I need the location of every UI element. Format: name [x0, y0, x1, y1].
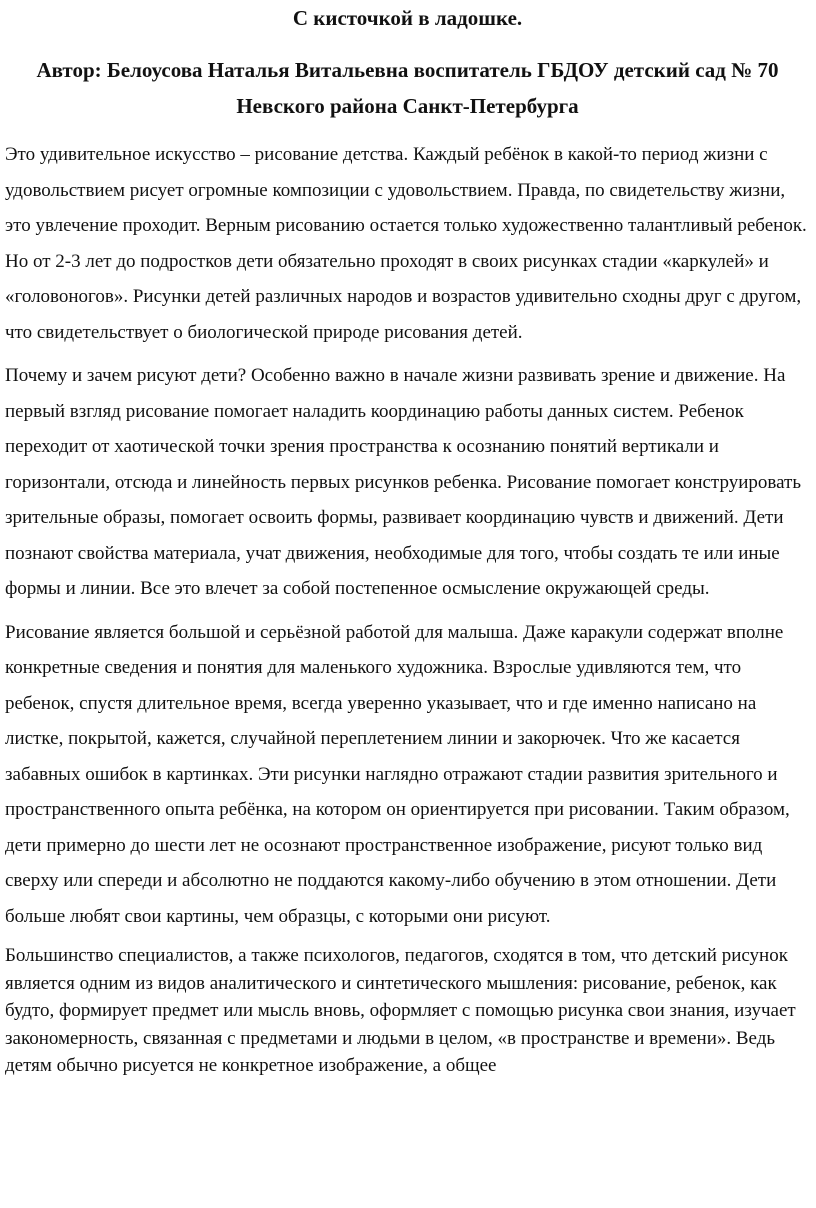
- paragraph-4: Большинство специалистов, а также психологов, педагогов, сходятся в том, что детский рисунок является одним из видов аналитического и синтетического мышления: рисование, ребенок, как будто, формирует предмет или мысль вновь, оформляет с помощью рисунка свои знания, изучает закономерность, связанная с предметами и людьми в целом, «в пространстве и времени». Ведь детям обычно рисуется не конкретное изображение, а общее: [5, 945, 796, 1076]
- paragraph-2: Почему и зачем рисуют дети? Особенно важно в начале жизни развивать зрение и движение. На первый взгляд рисование помогает наладить координацию работы данных систем. Ребенок переходит от хаотической точки зрения пространства к осознанию понятий вертикали и горизонтали, отсюда и линейность первых рисунков ребенка. Рисование помогает конструировать зрительные образы, помогает освоить формы, развивает координацию чувств и движений. Дети познают свойства материала, учат движения, необходимые для того, чтобы создать те или иные формы и линии. Все это влечет за собой постепенное осмысление окружающей среды.: [5, 365, 802, 599]
- document-author: Автор: Белоусова Наталья Витальевна воспитатель ГБДОУ детский сад № 70 Невского района Санкт-Петербурга: [36, 58, 779, 118]
- paragraph-1: Это удивительное искусство – рисование детства. Каждый ребёнок в какой-то период жизни с удовольствием рисует огромные композиции с удовольствием. Правда, по свидетельству жизни, это увлечение проходит. Верным рисованию остается только художественно талантливый ребенок. Но от 2-3 лет до подростков дети обязательно проходят в своих рисунках стадии «каркулей» и «головоногов». Рисунки детей различных народов и возрастов удивительно сходны друг с другом, что свидетельствует о биологической природе рисования детей.: [5, 144, 807, 343]
- document-title: С кисточкой в ладошке.: [292, 6, 523, 30]
- paragraph-3: Рисование является большой и серьёзной работой для малыша. Даже каракули содержат вполне конкретные сведения и понятия для маленького художника. Взрослые удивляются тем, что ребенок, спустя длительное время, всегда уверенно указывает, что и где именно написано на листке, покрытой, кажется, случайной переплетением линии и закорючек. Что же касается забавных ошибок в картинках. Эти рисунки наглядно отражают стадии развития зрительного и пространственного опыта ребёнка, на котором он ориентируется при рисовании. Таким образом, дети примерно до шести лет не осознают пространственное изображение, рисуют только вид сверху или спереди и абсолютно не поддаются какому-либо обучению в этом отношении. Дети больше любят свои картины, чем образцы, с которыми они рисуют.: [5, 621, 790, 927]
